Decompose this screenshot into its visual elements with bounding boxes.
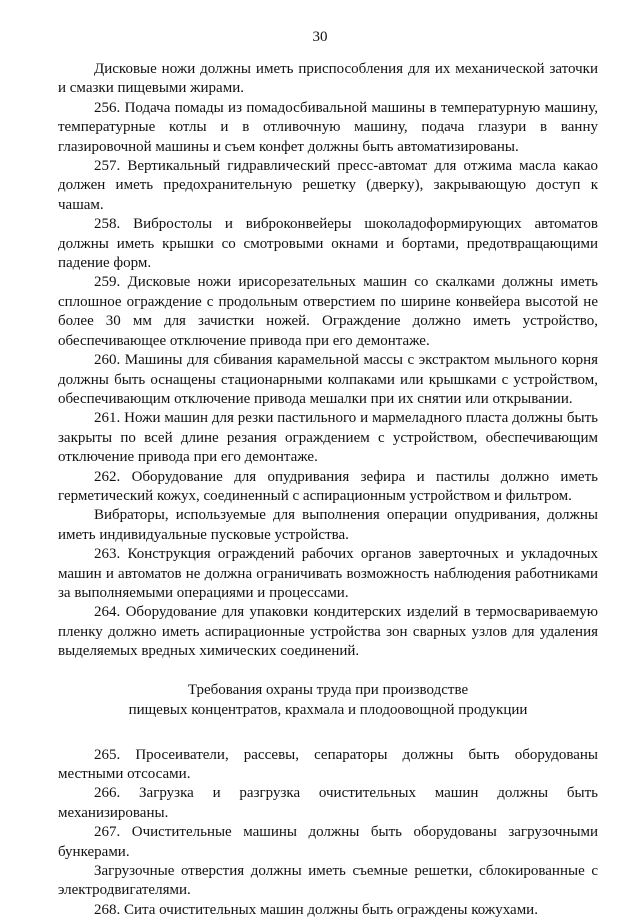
paragraph-260: 260. Машины для сбивания карамельной массы с экстрактом мыльного корня должны быть оснащены стационарными колпаками или крышками с устройством, обеспечивающим отключение привода мешалки при их снятии или открывании. <box>58 352 598 407</box>
paragraph-vibrators: Вибраторы, используемые для выполнения операции опудривания, должны иметь индивидуальные пусковые устройства. <box>58 507 598 543</box>
paragraph-261: 261. Ножи машин для резки пастильного и мармеладного пласта должны быть закрыты по всей длине резания ограждением с устройством, обеспечивающим отключение привода при его демонтаже. <box>58 410 598 466</box>
paragraph-265: 265. Просеиватели, рассевы, сепараторы должны быть оборудованы местными отсосами. <box>58 746 598 782</box>
paragraph-267: 267. Очистительные машины должны быть оборудованы загрузочными бункерами. <box>58 824 598 860</box>
section-heading <box>58 680 598 720</box>
paragraph-264: 264. Оборудование для упаковки кондитерских изделий в термосвариваемую пленку должно иметь аспирационные устройства зон сварных узлов для удаления выделяемых вредных химических соединений. <box>58 604 598 660</box>
paragraph-256: 256. Подача помады из помадосбивальной машины в температурную машину, температурные котлы и в отливочную машину, подача глазури в ванну глазировочной машины и съем конфет должны быть автоматизированы. <box>58 99 598 155</box>
section-heading-line-2: пищевых концентратов, крахмала и плодоовощной продукции <box>128 701 528 718</box>
paragraph-258: 258. Вибростолы и виброконвейеры шоколадоформирующих автоматов должны иметь крышки со смотровыми окнами и бортами, предотвращающими падение форм. <box>58 216 598 272</box>
paragraph-266: 266. Загрузка и разгрузка очистительных машин должны быть механизированы. <box>58 785 598 821</box>
paragraph-263: 263. Конструкция ограждений рабочих органов заверточных и укладочных машин и автоматов не должна ограничивать возможность наблюдения работниками за выполняемыми операциями и процессами. <box>58 546 598 601</box>
paragraph-259: 259. Дисковые ножи ирисорезательных машин со скалками должны иметь сплошное ограждение с продольным отверстием по ширине конвейера высотой не более 30 мм для зачистки ножей. Ограждение должно иметь устройство, обеспечивающее отключение привода при его демонтаже. <box>58 274 598 349</box>
document-body <box>58 60 598 920</box>
paragraph-262: 262. Оборудование для опудривания зефира и пастилы должно иметь герметический кожух, соединенный с аспирационным устройством и фильтром. <box>58 468 598 504</box>
paragraph-257: 257. Вертикальный гидравлический пресс-автомат для отжима масла какао должен иметь предохранительную решетку (дверку), закрывающую доступ к чашам. <box>58 158 598 213</box>
paragraph-loading-openings: Загрузочные отверстия должны иметь съемные решетки, сблокированные с электродвигателями. <box>58 863 598 899</box>
page-number: 30 <box>312 29 328 45</box>
section-heading-line-1: Требования охраны труда при производстве <box>187 681 469 698</box>
paragraph-disk-knives: Дисковые ножи должны иметь приспособления для их механической заточки и смазки пищевыми жирами. <box>58 61 598 97</box>
paragraph-268: 268. Сита очистительных машин должны быть ограждены кожухами. <box>94 901 538 918</box>
